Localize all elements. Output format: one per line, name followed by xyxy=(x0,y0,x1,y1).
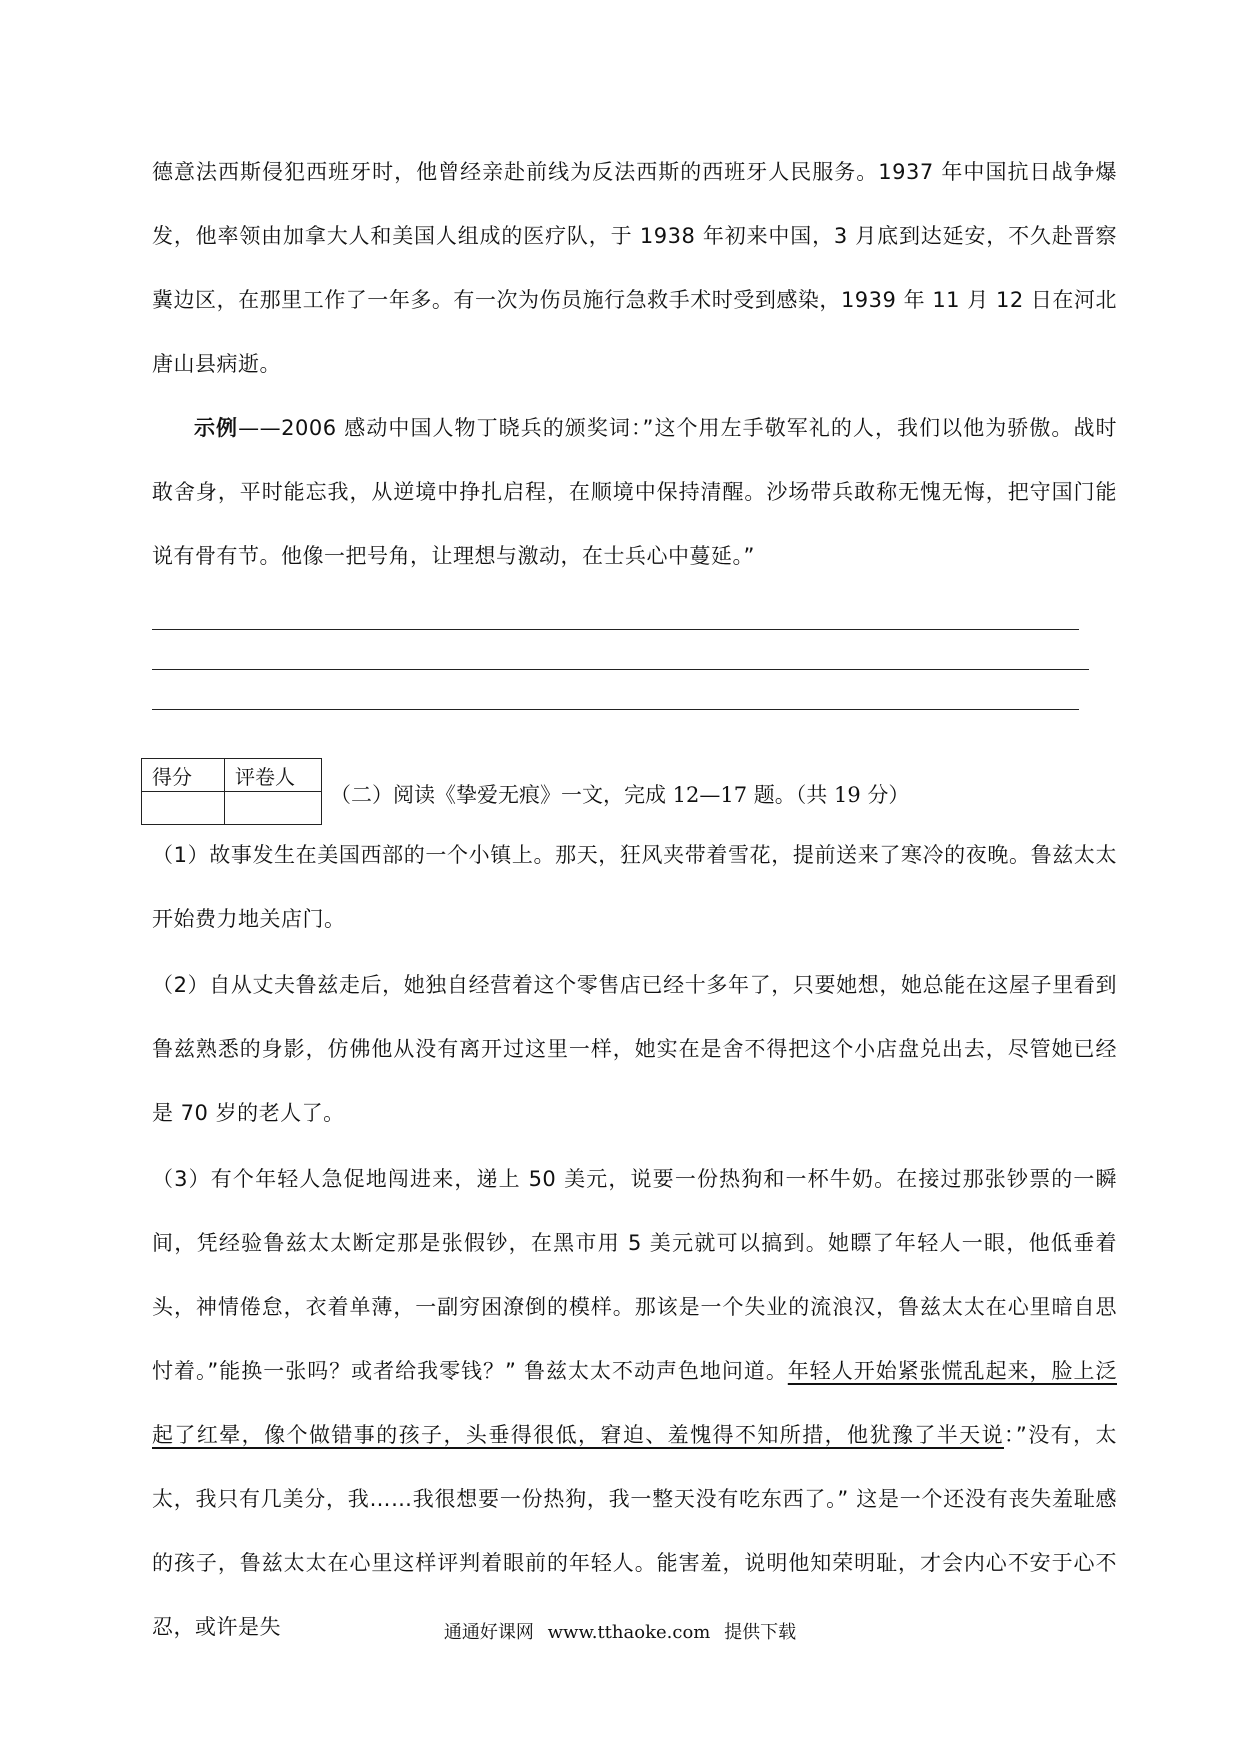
score-cell[interactable] xyxy=(142,792,225,825)
paragraph-3-underlined-text: 年轻人开始紧张慌乱起来，脸上泛起了红晕，像个做错事的孩子，头垂得很低，窘迫、羞愧得不知所措，他犹豫了半天说 xyxy=(152,1359,1117,1447)
example-paragraph xyxy=(152,396,1117,588)
footer-suffix: 提供下载 xyxy=(724,1622,797,1643)
grader-cell[interactable] xyxy=(225,792,322,825)
example-text: ——2006 感动中国人物丁晓兵的颁奖词：”这个用左手敬军礼的人，我们以他为骄傲。战时敢舍身，平时能忘我，从逆境中挣扎启程，在顺境中保持清醒。沙场带兵敢称无愧无悔，把守国门能说有骨有节。他像一把号角，让理想与激动，在士兵心中蔓延。” xyxy=(152,416,1117,568)
grader-header: 评卷人 xyxy=(225,759,322,792)
score-table xyxy=(141,758,322,825)
answer-line-2[interactable] xyxy=(152,669,1089,670)
footer-site-name: 通通好课网 xyxy=(443,1622,534,1643)
footer-url[interactable]: www.tthaoke.com xyxy=(547,1622,711,1643)
paragraph-2: （2）自从丈夫鲁兹走后，她独自经营着这个零售店已经十多年了，只要她想，她总能在这屋子里看到鲁兹熟悉的身影，仿佛他从没有离开过这里一样，她实在是舍不得把这个小店盘兑出去，尽管她已经是 70 岁的老人了。 xyxy=(152,973,1117,1125)
example-label: 示例 xyxy=(194,416,239,440)
paragraph-3-text-before: （3）有个年轻人急促地闯进来，递上 50 美元，说要一份热狗和一杯牛奶。在接过那张钞票的一瞬间，凭经验鲁兹太太断定那是张假钞，在黑市用 5 美元就可以搞到。她瞟了年轻人一眼，他低垂着头，神情倦怠，衣着单薄，一副穷困潦倒的模样。那该是一个失业的流浪汉，鲁兹太太在心里暗自思忖着。”能换一张吗？或者给我零钱？” 鲁兹太太不动声色地问道。 xyxy=(152,1167,1117,1383)
answer-line-1[interactable] xyxy=(152,629,1079,630)
score-header: 得分 xyxy=(142,759,225,792)
bio-paragraph: 德意法西斯侵犯西班牙时，他曾经亲赴前线为反法西斯的西班牙人民服务。1937 年中国抗日战争爆发，他率领由加拿大人和美国人组成的医疗队，于 1938 年初来中国，3 月底到达延安，不久赴晋察冀边区，在那里工作了一年多。有一次为伤员施行急救手术时受到感染，1939 年 11 月 12 日在河北唐山县病逝。 xyxy=(152,160,1117,376)
section-title: （二）阅读《挚爱无痕》一文，完成 12—17 题。（共 19 分） xyxy=(330,783,910,807)
page-footer xyxy=(0,1618,1240,1644)
paragraph-3 xyxy=(152,1147,1117,1659)
paragraph-1: （1）故事发生在美国西部的一个小镇上。那天，狂风夹带着雪花，提前送来了寒冷的夜晚。鲁兹太太开始费力地关店门。 xyxy=(152,843,1117,931)
answer-line-3[interactable] xyxy=(152,709,1079,710)
paragraph-3-text-after: ：”没有，太太，我只有几美分，我……我很想要一份热狗，我一整天没有吃东西了。” 这是一个还没有丧失羞耻感的孩子，鲁兹太太在心里这样评判着眼前的年轻人。能害羞，说明他知荣明耻，才会内心不安于心不忍，或许是失 xyxy=(152,1423,1117,1639)
